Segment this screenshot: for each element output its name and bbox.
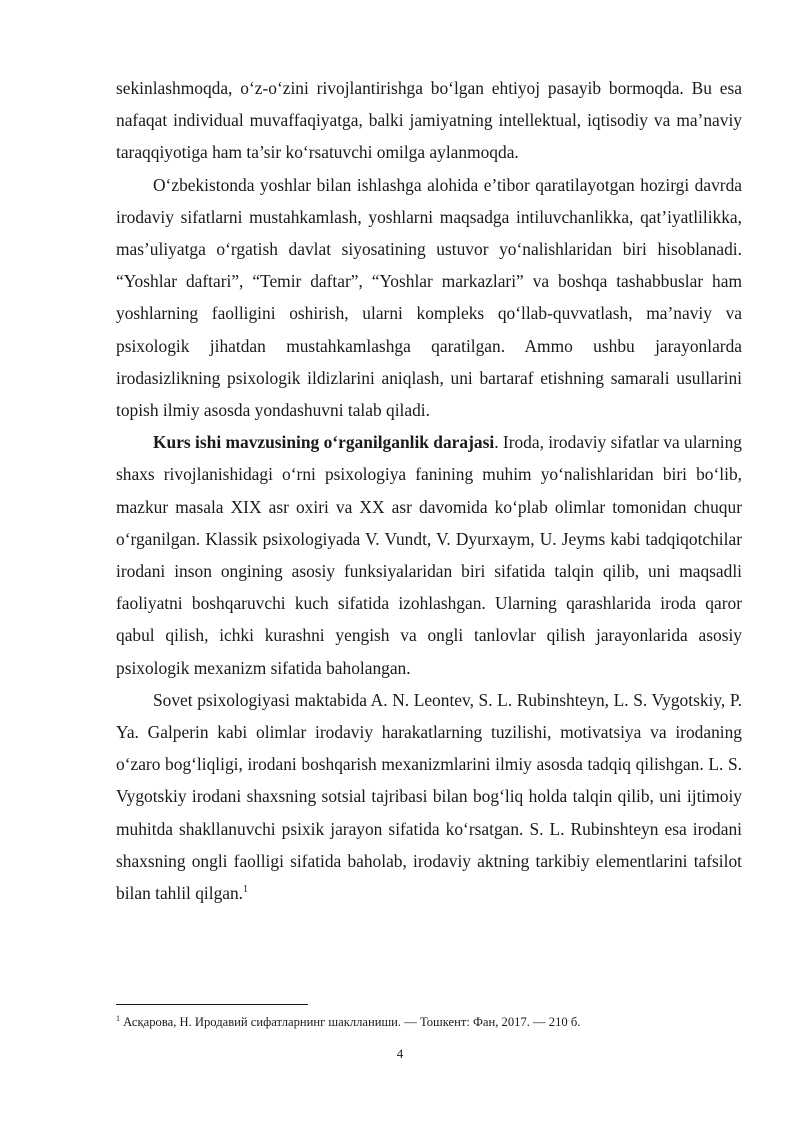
- paragraph-continuation: [116, 72, 742, 169]
- page-number: 4: [396, 1046, 404, 1061]
- paragraph-text: . Iroda, irodaviy sifatlar va ularning shaxs rivojlanishidagi o‘rni psixologiya fanining muhim yo‘nalishlaridan biri bo‘lib, mazkur masala XIX asr oxiri va XX asr davomida ko‘plab olimlar tomonidan chuqur o‘rganilgan. Klassik psixologiyada V. Vundt, V. Dyurxaym, U. Jeyms kabi tadqiqotchilar irodani inson ongining asosiy funksiyalaridan biri sifatida talqin qilib, uni maqsadli faoliyatni boshqaruvchi kuch sifatida izohlashgan. Ularning qarashlarida iroda qaror qabul qilish, ichki kurashni yengish va ongli tanlovlar qilish jarayonlarida asosiy psixologik mexanizm sifatida baholangan.: [116, 432, 742, 678]
- paragraph-research-degree: [116, 426, 742, 684]
- paragraph-text: O‘zbekistonda yoshlar bilan ishlashga alohida e’tibor qaratilayotgan hozirgi davrda irodaviy sifatlarni mustahkamlash, yoshlarni maqsadga intiluvchanlikka, qat’iyatlilikka, mas’uliyatga o‘rgatish davlat siyosatining ustuvor yo‘nalishlaridan biri hisoblanadi. “Yoshlar daftari”, “Temir daftar”, “Yoshlar markazlari” va boshqa tashabbuslar ham yoshlarning faolligini oshirish, ularni kompleks qo‘llab-quvvatlash, ma’naviy va psixologik jihatdan mustahkamlashga qaratilgan. Ammo ushbu jarayonlarda irodasizlikning psixologik ildizlarini aniqlash, uni bartaraf etishning samarali usullarini topish ilmiy asosda yondashuvni talab qiladi.: [116, 174, 742, 421]
- footnote-marker: 1: [116, 1013, 120, 1023]
- footnote: [116, 1014, 742, 1030]
- footnote-reference[interactable]: 1: [243, 884, 249, 896]
- footnote-divider: [116, 1004, 308, 1005]
- paragraph-lead-heading: Kurs ishi mavzusining o‘rganilganlik darajasi: [153, 432, 495, 453]
- paragraph-soviet-psychology: [116, 684, 742, 909]
- footnote-text: Асқарова, Н. Иродавий сифатларнинг шаклланиши. — Тошкент: Фан, 2017. — 210 б.: [123, 1015, 581, 1029]
- paragraph-text: sekinlashmoqda, o‘z-o‘zini rivojlantirishga bo‘lgan ehtiyoj pasayib bormoqda. Bu esa nafaqat individual muvaffaqiyatga, balki jamiyatning intellektual, iqtisodiy va ma’naviy taraqqiyotiga ham ta’sir ko‘rsatuvchi omilga aylanmoqda.: [116, 78, 742, 163]
- paragraph-text: Sovet psixologiyasi maktabida A. N. Leontev, S. L. Rubinshteyn, L. S. Vygotskiy, P. Ya. Galperin kabi olimlar irodaviy harakatlarning tuzilishi, motivatsiya va irodaning o‘zaro bog‘liqligi, irodani boshqarish mexanizmlarini ilmiy asosda tadqiq qilishgan. L. S. Vygotskiy irodani shaxsning sotsial tajribasi bilan bog‘liq holda talqin qilib, uni ijtimoiy muhitda shakllanuvchi psixik jarayon sifatida ko‘rsatgan. S. L. Rubinshteyn esa irodani shaxsning ongli faolligi sifatida baholab, irodaviy aktning tarkibiy elementlarini tafsilot bilan tahlil qilgan.: [116, 689, 742, 904]
- document-page: [116, 72, 742, 909]
- paragraph-youth-policy: [116, 169, 742, 427]
